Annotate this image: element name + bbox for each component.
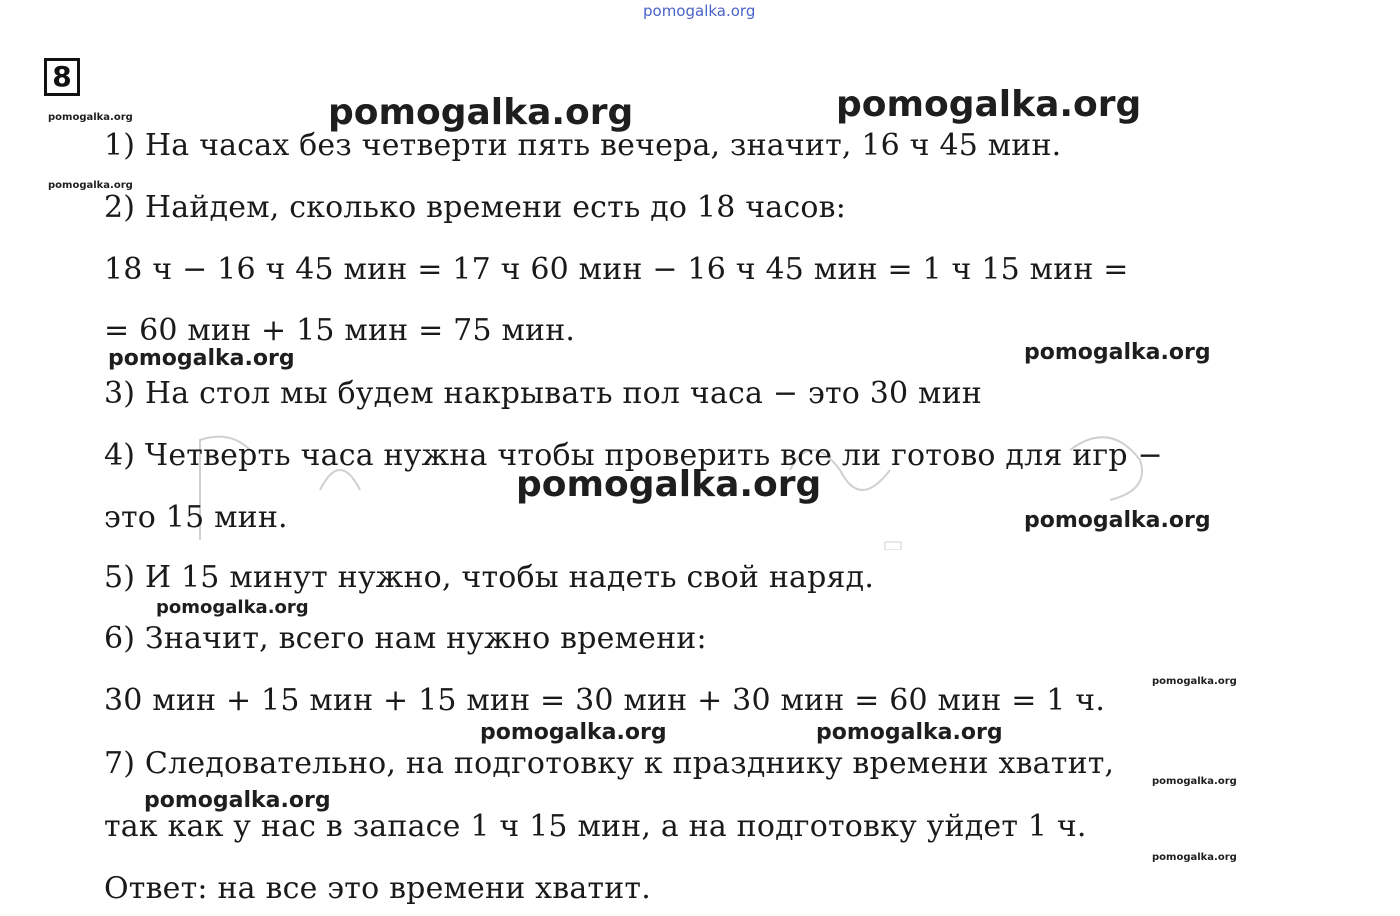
solution-line-5: 3) На стол мы будем накрывать пол часа − это 30 мин bbox=[104, 376, 982, 411]
watermark: pomogalka.org bbox=[1024, 508, 1211, 533]
solution-line-10: 30 мин + 15 мин + 15 мин = 30 мин + 30 мин = 60 мин = 1 ч. bbox=[104, 683, 1106, 718]
watermark: pomogalka.org bbox=[836, 84, 1142, 125]
watermark: pomogalka.org bbox=[1152, 676, 1237, 687]
solution-line-7: это 15 мин. bbox=[104, 500, 288, 535]
solution-line-11: 7) Следовательно, на подготовку к празднику времени хватит, bbox=[104, 746, 1115, 781]
watermark: pomogalka.org bbox=[480, 720, 667, 745]
watermark: pomogalka.org bbox=[1152, 852, 1237, 863]
watermark: pomogalka.org bbox=[48, 112, 133, 123]
watermark: pomogalka.org bbox=[108, 346, 295, 371]
watermark: pomogalka.org bbox=[1152, 776, 1237, 787]
solution-line-3: 18 ч − 16 ч 45 мин = 17 ч 60 мин − 16 ч 45 мин = 1 ч 15 мин = bbox=[104, 252, 1129, 287]
watermark: pomogalka.org bbox=[516, 464, 822, 505]
solution-line-1: 1) На часах без четверти пять вечера, значит, 16 ч 45 мин. bbox=[104, 128, 1062, 163]
solution-line-4: = 60 мин + 15 мин = 75 мин. bbox=[104, 313, 576, 348]
solution-line-12: так как у нас в запасе 1 ч 15 мин, а на подготовку уйдет 1 ч. bbox=[104, 809, 1087, 844]
watermark: pomogalka.org bbox=[156, 597, 309, 618]
watermark: pomogalka.org bbox=[816, 720, 1003, 745]
watermark: pomogalka.org bbox=[144, 788, 331, 813]
watermark: pomogalka.org bbox=[1024, 340, 1211, 365]
watermark: pomogalka.org bbox=[48, 180, 133, 191]
task-number-badge: 8 bbox=[44, 58, 80, 96]
site-link-top[interactable]: pomogalka.org bbox=[643, 2, 756, 20]
watermark: pomogalka.org bbox=[328, 92, 634, 133]
solution-line-9: 6) Значит, всего нам нужно времени: bbox=[104, 621, 707, 656]
solution-line-6: 4) Четверть часа нужна чтобы проверить все ли готово для игр − bbox=[104, 438, 1163, 473]
solution-line-8: 5) И 15 минут нужно, чтобы надеть свой наряд. bbox=[104, 560, 875, 595]
answer-line: Ответ: на все это времени хватит. bbox=[104, 871, 651, 906]
solution-line-2: 2) Найдем, сколько времени есть до 18 часов: bbox=[104, 190, 846, 225]
